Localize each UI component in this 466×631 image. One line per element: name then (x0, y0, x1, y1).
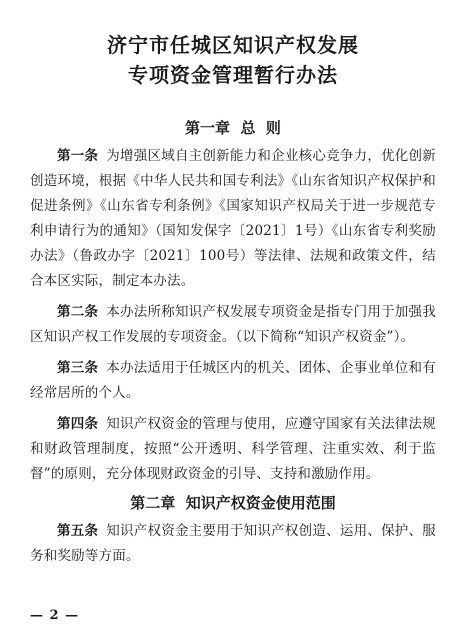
article-3-label: 第三条 (57, 360, 99, 376)
chapter-1-heading: 第一章 总 则 (185, 119, 281, 137)
document-title (30, 30, 436, 90)
article-2-label: 第二条 (57, 304, 99, 320)
document-title-line2: 专项资金管理暂行办法 (128, 63, 338, 87)
article-5-text: 知识产权资金主要用于知识产权创造、运用、保护、服务和奖励等方面。 (30, 523, 436, 564)
article-2 (30, 300, 436, 350)
article-5-label: 第五条 (57, 523, 99, 539)
article-4-label: 第四条 (57, 416, 99, 432)
page-number: — 2 — (30, 608, 80, 623)
article-1 (30, 144, 436, 294)
article-3-text: 本办法适用于任城区内的机关、团体、企事业单位和有经常居所的个人。 (30, 360, 436, 401)
article-4-text: 知识产权资金的管理与使用，应遵守国家有关法律法规和财政管理制度，按照“公开透明、科学管理、注重实效、利于监督”的原则，充分体现财政资金的引导、支持和激励作用。 (30, 416, 436, 482)
article-3 (30, 356, 436, 406)
article-1-label: 第一条 (57, 148, 99, 164)
article-2-text: 本办法所称知识产权发展专项资金是指专门用于加强我区知识产权工作发展的专项资金。（以下简称“知识产权资金”）。 (30, 304, 436, 345)
chapter-2-heading: 第二章 知识产权资金使用范围 (130, 494, 336, 512)
article-5 (30, 519, 436, 569)
document-title-line1: 济宁市任城区知识产权发展 (107, 33, 359, 57)
article-1-text: 为增强区域自主创新能力和企业核心竞争力，优化创新创造环境，根据《中华人民共和国专利法》《山东省知识产权保护和促进条例》《山东省专利条例》《国家知识产权局关于进一步规范专利申请行为的通知》（国知发保字〔2021〕1号）《山东省专利奖励办法》（鲁政办字〔2021〕100号）等法律、法规和政策文件，结合本区实际，制定本办法。 (30, 148, 436, 289)
article-4 (30, 412, 436, 487)
